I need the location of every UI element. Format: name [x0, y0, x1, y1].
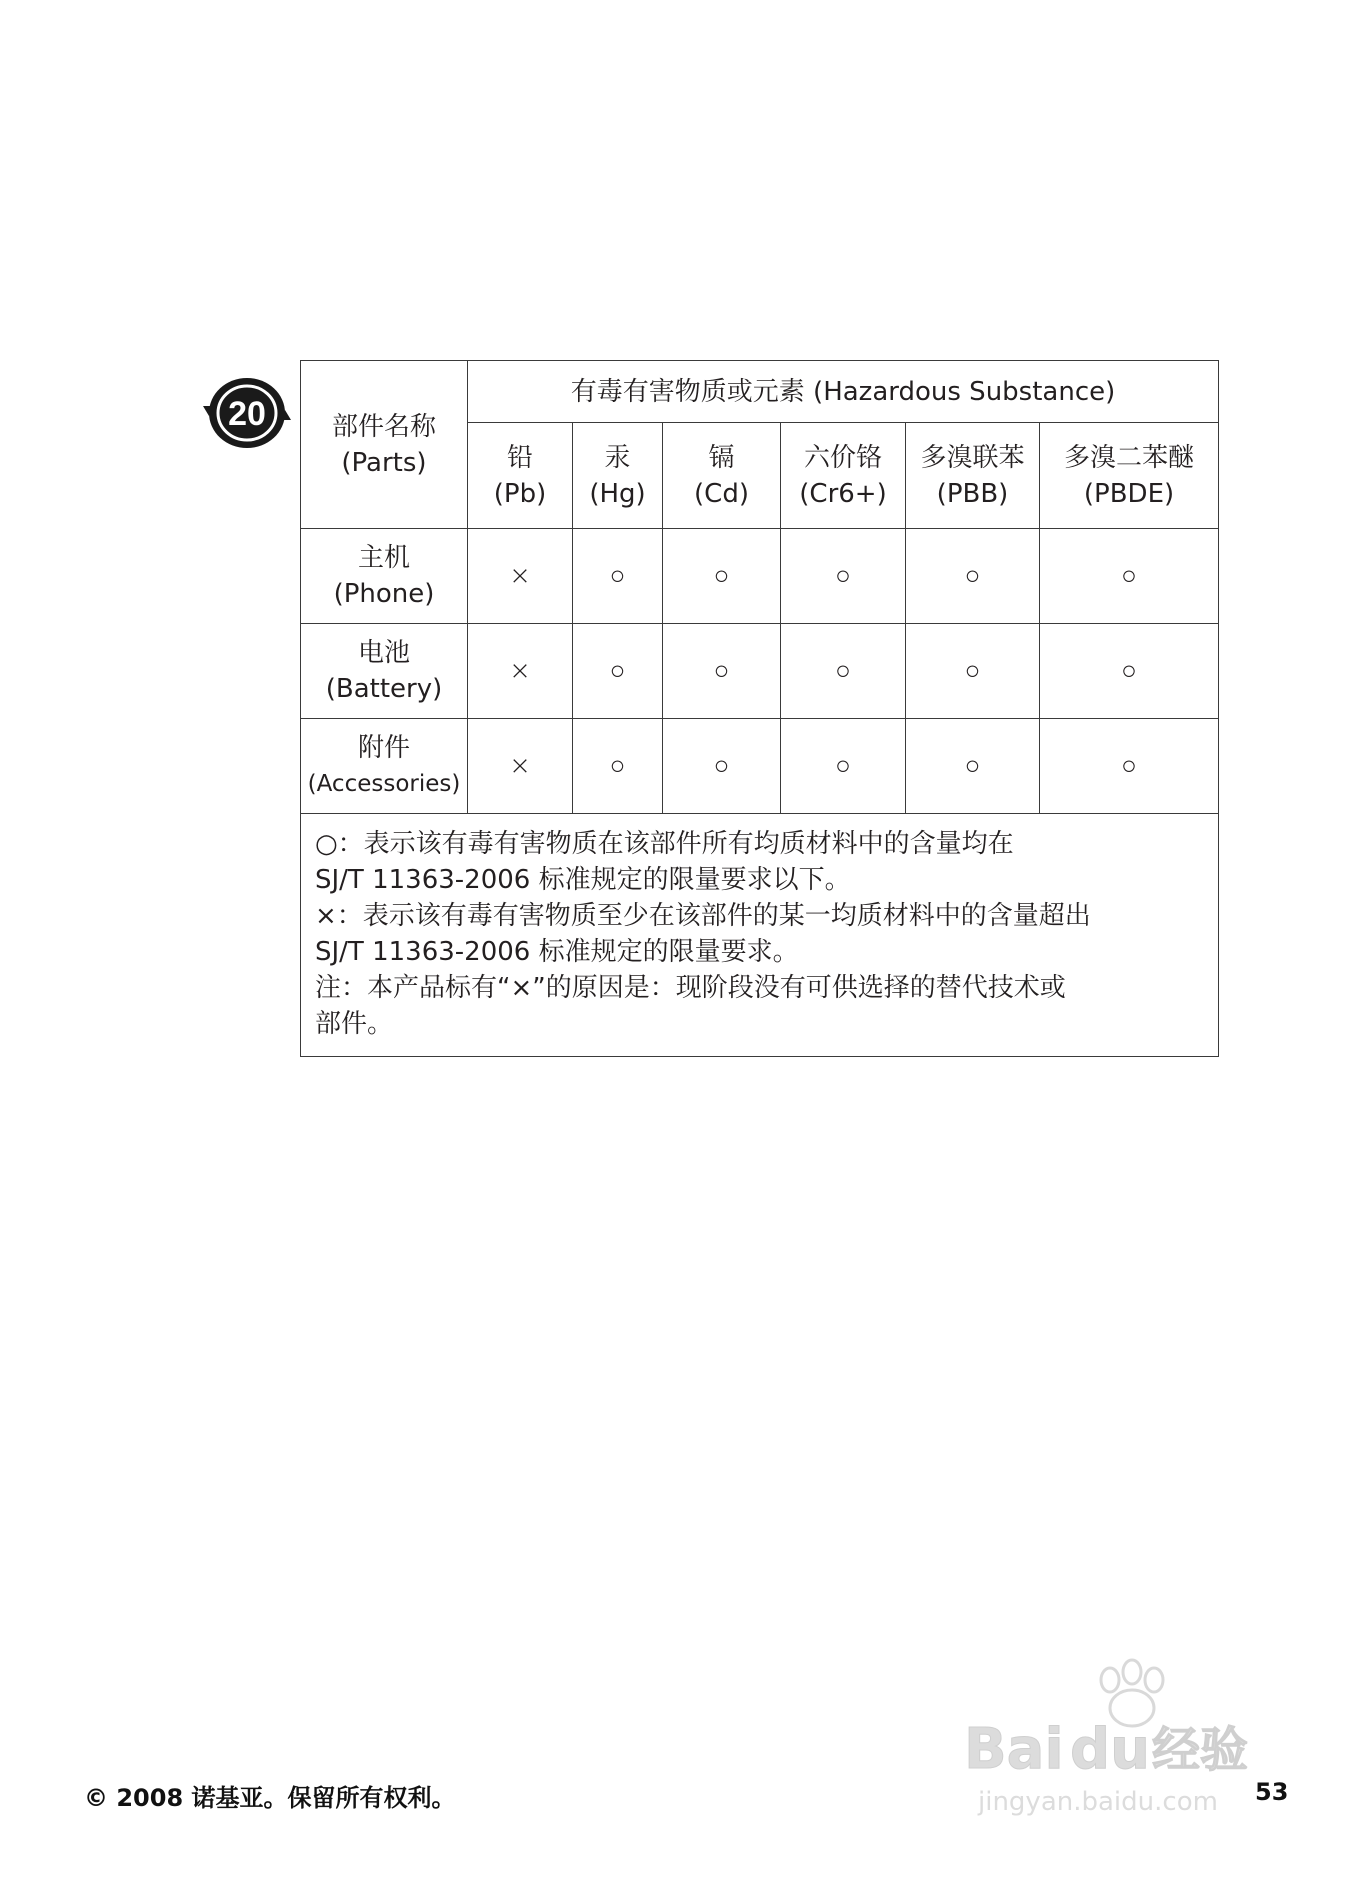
substance-en: (Cd) [694, 478, 749, 509]
part-name-en: (Accessories) [307, 771, 461, 797]
note-line: SJ/T 11363-2006 标准规定的限量要求。 [315, 937, 799, 967]
svg-text:jingyan.baidu.com: jingyan.baidu.com [978, 1787, 1218, 1817]
substance-cn: 六价铬 [803, 442, 882, 473]
value-cell: × [468, 624, 573, 719]
value-cell: ○ [781, 529, 906, 624]
part-name-cn: 电池 [357, 638, 410, 668]
substance-header [468, 423, 573, 529]
substance-cn: 汞 [604, 442, 631, 473]
hazard-header-cell: 有毒有害物质或元素 (Hazardous Substance) [468, 361, 1219, 423]
note-line: SJ/T 11363-2006 标准规定的限量要求以下。 [315, 865, 851, 895]
svg-text:du: du [1070, 1717, 1150, 1782]
note-line: ×：表示该有毒有害物质至少在该部件的某一均质材料中的含量超出 [315, 901, 1091, 931]
value-cell: ○ [1040, 719, 1219, 814]
value-cell: ○ [573, 719, 663, 814]
substance-header [906, 423, 1040, 529]
value-cell: ○ [1040, 529, 1219, 624]
substance-cn: 多溴联苯 [920, 442, 1025, 473]
value-cell: ○ [906, 719, 1040, 814]
value-cell: × [468, 719, 573, 814]
value-cell: ○ [906, 624, 1040, 719]
substance-en: (PBB) [936, 478, 1009, 509]
substance-header [663, 423, 781, 529]
svg-text:Bai: Bai [964, 1717, 1064, 1782]
substance-en: (Pb) [493, 478, 547, 509]
part-name-cell [301, 719, 468, 814]
substance-header [573, 423, 663, 529]
part-name-cn: 主机 [357, 543, 410, 573]
value-cell: ○ [573, 624, 663, 719]
part-name-en: (Battery) [325, 674, 443, 704]
part-name-en: (Phone) [333, 579, 435, 609]
value-cell: ○ [781, 624, 906, 719]
substance-cn: 镉 [708, 442, 735, 473]
substance-cn: 多溴二苯醚 [1064, 442, 1195, 473]
part-name-cell [301, 624, 468, 719]
parts-header-cell [301, 361, 468, 529]
hazardous-substance-table [300, 360, 1219, 1057]
value-cell: ○ [663, 529, 781, 624]
value-cell: ○ [663, 719, 781, 814]
table-row [301, 529, 1219, 624]
table-row [301, 624, 1219, 719]
part-name-cell [301, 529, 468, 624]
substance-en: (PBDE) [1083, 478, 1175, 509]
value-cell: × [468, 529, 573, 624]
parts-header-en: (Parts) [341, 447, 427, 478]
value-cell: ○ [1040, 624, 1219, 719]
substance-en: (Hg) [589, 478, 646, 509]
copyright-footer: © 2008 诺基亚。保留所有权利。 [84, 1784, 456, 1812]
table-notes [301, 814, 1219, 1057]
part-name-cn: 附件 [357, 733, 410, 763]
note-line: ○：表示该有毒有害物质在该部件所有均质材料中的含量均在 [315, 829, 1014, 859]
value-cell: ○ [663, 624, 781, 719]
substance-header [781, 423, 906, 529]
value-cell: ○ [573, 529, 663, 624]
note-line: 注：本产品标有“×”的原因是：现阶段没有可供选择的替代技术或 [315, 973, 1066, 1003]
parts-header-cn: 部件名称 [331, 411, 436, 442]
table-row [301, 719, 1219, 814]
baidu-jingyan-watermark [960, 1650, 1280, 1820]
seal-number: 20 [228, 395, 266, 433]
svg-text:经验: 经验 [1152, 1722, 1249, 1778]
value-cell: ○ [781, 719, 906, 814]
substance-en: (Cr6+) [799, 478, 887, 509]
value-cell: ○ [906, 529, 1040, 624]
note-line: 部件。 [315, 1009, 394, 1039]
substance-cn: 铅 [506, 442, 533, 473]
page-number: 53 [1255, 1778, 1289, 1806]
substance-header [1040, 423, 1219, 529]
environmental-use-period-seal-icon [201, 372, 293, 454]
